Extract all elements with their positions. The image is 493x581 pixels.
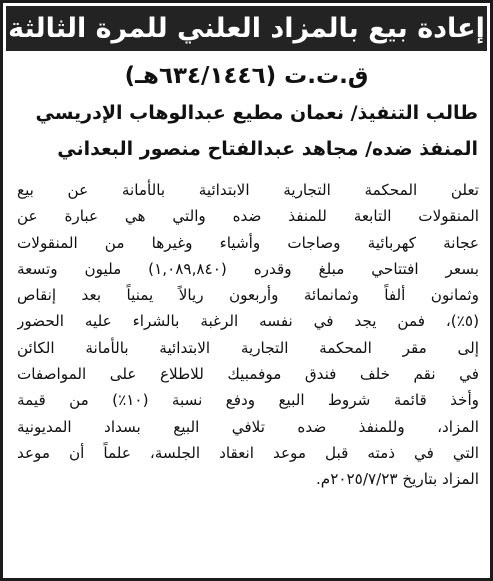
body-line: عجانة كهربائية وصاجات وأشياء وغيرها من المنقولات (17, 233, 479, 252)
case-number: ق.ت.ت (٦٣٤/١٤٤٦هـ) (124, 63, 369, 89)
body-line: المزاد بتاريخ ٢٠٢٥/٧/٢٣م. (315, 470, 479, 489)
notice-body (17, 177, 479, 493)
body-line: وثمانون ألفاً وثمانمائة وأربعون ريالاً يمنياً بعد إنقاص (17, 286, 479, 305)
notice-title: إعادة بيع بالمزاد العلني للمرة الثالثة (6, 6, 487, 51)
body-line: التي في ذمته قبل موعد انعقاد الجلسة، علماً أن موعد (17, 443, 479, 462)
body-line: المزاد، وللمنفذ ضده تلافي البيع بسداد المديونية (17, 417, 479, 436)
claimant-line: طالب التنفيذ/ نعمان مطيع عبدالوهاب الإدريسي (35, 102, 478, 124)
body-line: في نقم خلف فندق موفمبيك للاطلاع على المواصفات (17, 365, 479, 384)
defendant-line: المنفذ ضده/ مجاهد عبدالفتاح منصور البعداني (57, 138, 478, 160)
body-line: (٥٪)، فمن يجد في نفسه الرغبة بالشراء عليه الحضور (17, 312, 479, 331)
body-line: المنقولات التابعة للمنفذ ضده والتي هي عبارة عن (17, 207, 479, 226)
body-line: إلى مقر المحكمة التجارية الابتدائية بالأمانة الكائن (17, 338, 479, 357)
body-line: بسعر افتتاحي مبلغ وقدره (١,٠٨٩,٨٤٠) مليون وتسعة (17, 259, 479, 278)
body-line: وأخذ قائمة شروط البيع ودفع نسبة (١٠٪) من قيمة (17, 391, 479, 410)
body-line: تعلن المحكمة التجارية الابتدائية بالأمانة عن بيع (17, 181, 479, 199)
